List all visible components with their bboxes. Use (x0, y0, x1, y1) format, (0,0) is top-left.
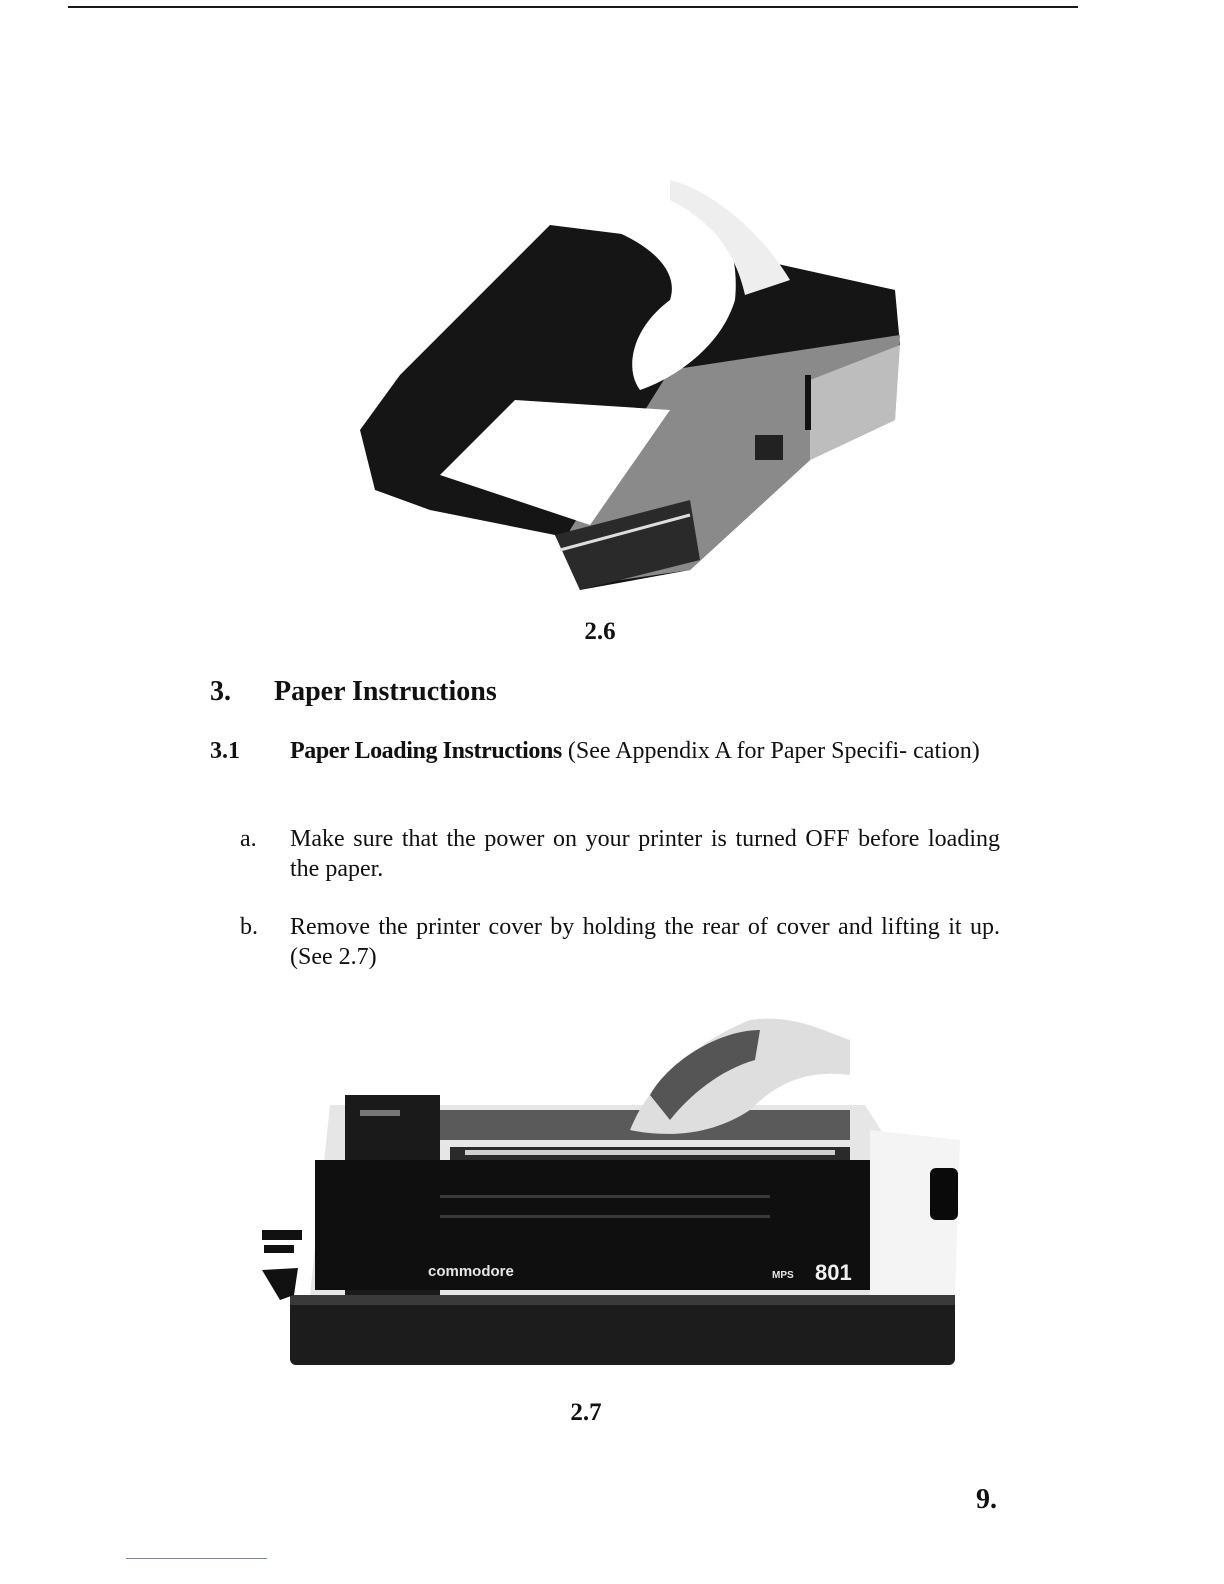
figure-caption: 2.7 (570, 1399, 602, 1426)
bottom-rule (126, 1558, 267, 1559)
brand-label: commodore (428, 1263, 514, 1280)
subsection-number: 3.1 (210, 738, 240, 764)
page-number: 9. (976, 1484, 997, 1515)
model-number-label: 801 (815, 1260, 852, 1285)
step-letter: b. (240, 914, 258, 940)
step-item (240, 912, 1000, 972)
step-item (240, 824, 1000, 884)
section-number: 3. (210, 676, 231, 707)
ribbon-cartridge-photo (340, 130, 920, 610)
subsection-title: Paper Loading Instructions (290, 738, 562, 764)
printer-photo (250, 1000, 990, 1395)
section-heading (210, 676, 497, 708)
section-title: Paper Instructions (274, 676, 497, 707)
step-letter: a. (240, 826, 257, 852)
step-text: Remove the printer cover by holding the rear of cover and lifting it up. (See 2.7) (290, 914, 1000, 970)
subsection-note: (See Appendix A for Paper Specifi- cation) (567, 738, 980, 764)
model-prefix-label: MPS (772, 1270, 794, 1281)
subsection-heading (210, 736, 1010, 766)
figure-caption: 2.6 (584, 618, 616, 645)
top-rule (68, 6, 1078, 8)
step-text: Make sure that the power on your printer is turned OFF before loading the paper. (290, 826, 1000, 882)
subsection-body (290, 736, 1010, 766)
